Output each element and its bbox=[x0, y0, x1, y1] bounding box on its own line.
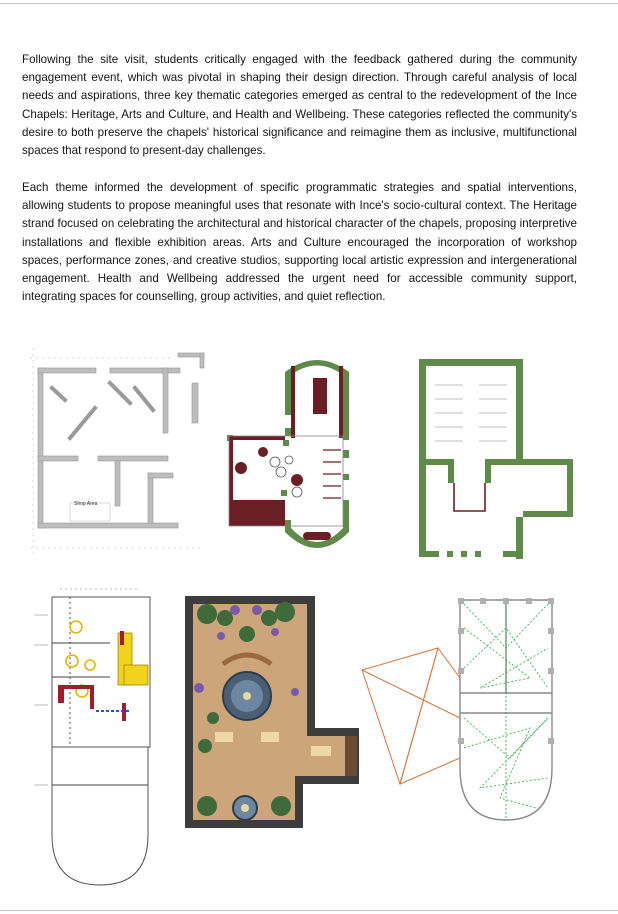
floor-plan-sketch-yellow bbox=[30, 585, 160, 905]
floor-plan-green-maroon-furniture bbox=[225, 350, 375, 562]
top-rule bbox=[0, 3, 618, 4]
body-paragraph-1: Following the site visit, students critically engaged with the feedback gathered during the community engagement event, which was pivotal in shaping their design direction. Through careful analysis of local needs and aspirations, three key thematic categories emerged as central to the redevelopment of the Ince Chapels: Heritage, Arts and Culture, and Health and Wellbeing. These categories reflected the community's desire to both preserve the chapels' historical significance and reimagine them as inclusive, multifunctional spaces that respond to present-day challenges. bbox=[22, 53, 577, 158]
floor-plan-rendered-landscape bbox=[185, 596, 363, 840]
floor-plan-geometry-analysis bbox=[360, 588, 580, 828]
body-paragraph-2: Each theme informed the development of specific programmatic strategies and spatial interventions, allowing students to propose meaningful uses that resonate with Ince's socio-cultural context. The Heritage strand focused on celebrating the architectural and historical character of the chapels, proposing interpretive installations and flexible exhibition areas. Arts and Culture encouraged the incorporation of workshop spaces, performance zones, and creative studios, supporting local artistic expression and intergenerational engagement. Health and Wellbeing addressed the urgent need for accessible community support, integrating spaces for counselling, group activities, and quiet reflection. bbox=[22, 181, 577, 304]
bottom-rule bbox=[0, 910, 618, 911]
floor-plan-existing-grey bbox=[30, 348, 210, 556]
floor-plan-green-walls bbox=[415, 355, 575, 565]
shop-area-label: Shop Area bbox=[74, 501, 98, 507]
